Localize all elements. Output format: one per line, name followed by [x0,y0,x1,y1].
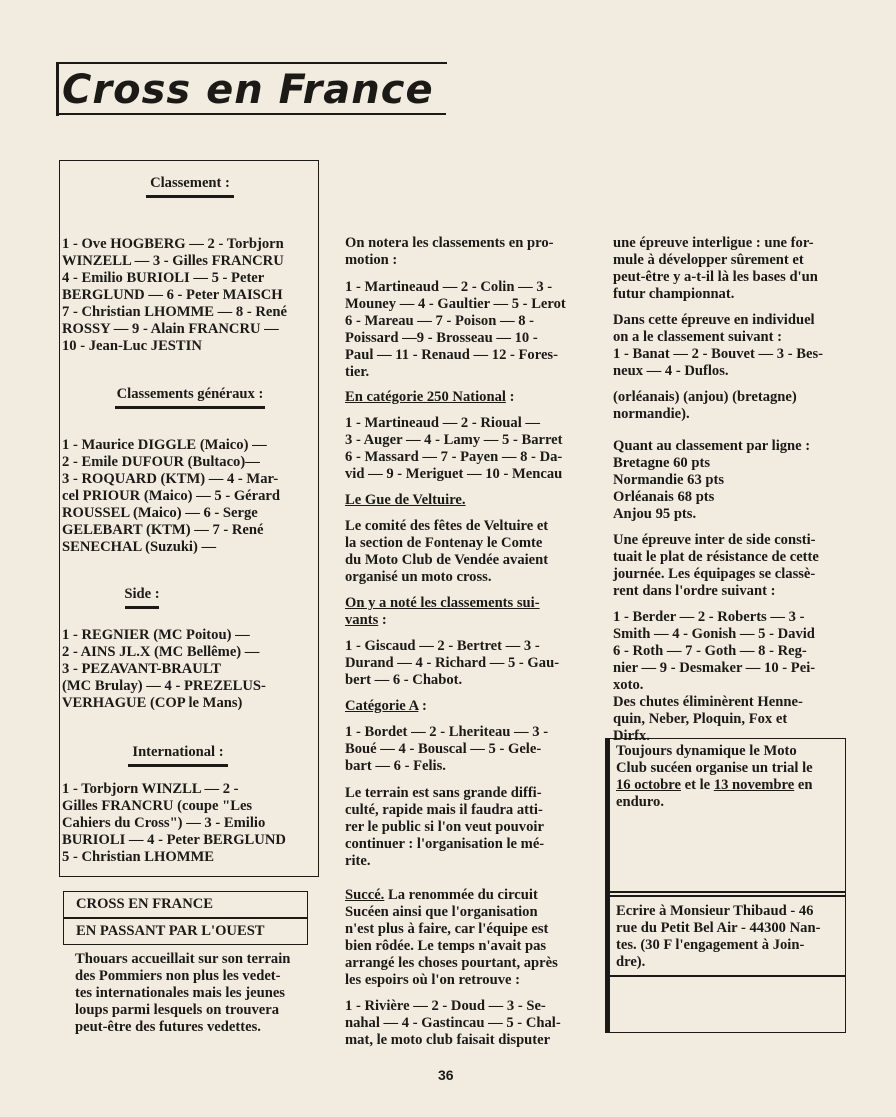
announcement-box [605,738,846,1033]
gue-heading: Le Gue de Veltuire. [345,492,466,508]
page-title: Cross en France [62,67,434,113]
page-number: 36 [438,1067,454,1083]
divider [610,891,845,893]
box-title: CROSS EN FRANCE [76,896,214,912]
trial-dates: 16 octobre et le 13 novembre en [616,777,813,793]
international-heading-wrap [62,744,336,767]
succe-heading: Succé. La renommée du circuit [345,887,538,903]
column-3: une épreuve interligue : une for- mule à développer sûrement et peut-être y a-t-il là les bases d'un futur championnat. Dans cette épreuve en individuel on a le classement suivant : 1 - Banat — 2 - Bouvet — 3 - Bes- neux — 4 - Duflos. (orléanais) (anjou) (bretagne) normandie). Quant au classement par ligne : Bretagne 60 pts Normandie 63 pts Orléanais 68 pts Anjou 95 pts. Une épreuve inter de side consti- tuait le plat de résistance de cette journée. Les équipages se classè- rent dans l'ordre suivant : 1 - Berder — 2 - Roberts — 3 - Smith — 4 - Gonish — 5 - David 6 - Roth — 7 - Goth — 8 - Reg- nier — 9 - Desmaker — 10 - Pei- xoto. Des chutes éliminèrent Henne- quin, Neber, Ploquin, Fox et Dirfx. [613,235,823,744]
contact-notice: Ecrire à Monsieur Thibaud - 46 rue du Petit Bel Air - 44300 Nan- tes. (30 F l'engagement à Join- dre). [616,903,821,970]
international-heading: International : [62,744,294,767]
divider [610,895,845,897]
note-heading: On y a noté les classements sui- [345,595,540,611]
generaux-heading: Classements généraux : [62,386,318,409]
heading-rule [115,406,265,409]
generaux-list: 1 - Maurice DIGGLE (Maico) — 2 - Emile DUFOUR (Bultaco)— 3 - ROQUARD (KTM) — 4 - Mar- cel PRIOUR (Maico) — 5 - Gérard ROUSSEL (Maico) — 6 - Serge GELEBART (KTM) — 7 - René SENECHAL (Suzuki) — [62,437,281,555]
divider [610,975,845,977]
heading-rule [125,606,159,609]
cross-en-france-box [63,891,308,945]
generaux-heading-wrap [62,386,336,409]
thouars-paragraph: Thouars accueillait sur son terrain des Pommiers non plus les vedet- tes internationales mais les jeunes loups parmi lesquels on trouvera peut-être des futures vedettes. [75,951,291,1035]
side-list: 1 - REGNIER (MC Poitou) — 2 - AINS JL.X (MC Bellême) — 3 - PEZAVANT-BRAULT (MC Brulay) — 4 - PREZELUS- VERHAGUE (COP le Mans) [62,627,266,711]
trial-notice: Toujours dynamique le Moto Club sucéen organise un trial le 16 octobre et le 13 novembre en enduro. [616,743,841,811]
side-heading: Side : [62,586,222,609]
classement-heading: Classement : [62,175,318,198]
classement-list: 1 - Ove HOGBERG — 2 - Torbjorn WINZELL — 3 - Gilles FRANCRU 4 - Emilio BURIOLI — 5 - Peter BERGLUND — 6 - Peter MAISCH 7 - Christian LHOMME — 8 - René ROSSY — 9 - Alain FRANCRU — 10 - Jean-Luc JESTIN [62,236,287,354]
column-2: On notera les classements en pro- motion : 1 - Martineaud — 2 - Colin — 3 - Mouney — 4 - Gaultier — 5 - Lerot 6 - Mareau — 7 - Poison — 8 - Poissard —9 - Brosseau — 10 - Paul — 11 - Renaud — 12 - Fores- tier. En catégorie 250 National : 1 - Martineaud — 2 - Rioual — 3 - Auger — 4 - Lamy — 5 - Barret 6 - Massard — 7 - Payen — 8 - Da- vid — 9 - Meriguet — 10 - Mencau Le Gue de Veltuire. Le comité des fêtes de Veltuire et la section de Fontenay le Comte du Moto Club de Vendée avaient organisé un moto cross. On y a noté les classements sui- vants : 1 - Giscaud — 2 - Bertret — 3 - Durand — 4 - Richard — 5 - Gau- bert — 6 - Chabot. Catégorie A : 1 - Bordet — 2 - Lheriteau — 3 - Boué — 4 - Bouscal — 5 - Gele- bart — 6 - Felis. Le terrain est sans grande diffi- culté, rapide mais il faudra atti- rer le public si l'on veut pouvoir continuer : l'organisation le mé- rite. Succé. La renommée du circuit Sucéen ainsi que l'organisation n'est plus à faire, car l'équipe est bien rôdée. Le temps n'avait pas arrangé les choses pourtant, après les espoirs où l'on retrouve : 1 - Rivière — 2 - Doud — 3 - Se- nahal — 4 - Gastincau — 5 - Chal- mat, le moto club faisait disputer [345,235,573,1049]
heading-rule [128,764,228,767]
side-heading-wrap [62,586,336,609]
column-1 [62,175,336,198]
international-list: 1 - Torbjorn WINZLL — 2 - Gilles FRANCRU (coupe "Les Cahiers du Cross") — 3 - Emilio BURIOLI — 4 - Peter BERGLUND 5 - Christian LHOMME [62,781,286,865]
heading-rule [146,195,234,198]
cat250-heading: En catégorie 250 National : [345,389,515,405]
box-subtitle: EN PASSANT PAR L'OUEST [76,923,265,939]
divider [64,917,307,919]
catA-heading: Catégorie A : [345,698,427,714]
title-underline [56,113,446,115]
